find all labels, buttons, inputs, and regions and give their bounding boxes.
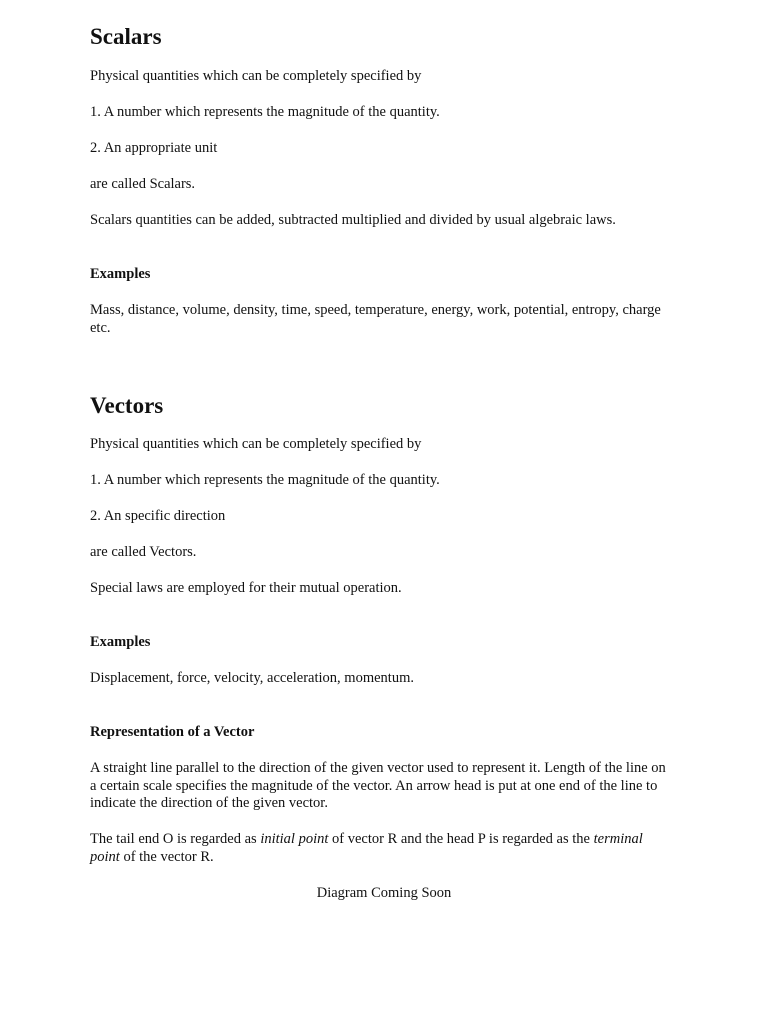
representation-paragraph-2 <box>90 831 675 866</box>
scalars-intro: Physical quantities which can be completely specified by <box>90 68 422 84</box>
terminal-point-term: terminal point <box>90 831 643 865</box>
initial-point-term: initial point <box>260 831 329 847</box>
vectors-examples: Displacement, force, velocity, acceleration, momentum. <box>90 670 414 686</box>
vectors-examples-heading: Examples <box>90 634 151 650</box>
vectors-item-2: 2. An specific direction <box>90 508 226 524</box>
para2-text-2: of vector R and the head P is regarded as the <box>328 831 594 847</box>
vectors-item-1: 1. A number which represents the magnitude of the quantity. <box>90 472 440 488</box>
scalars-item-2: 2. An appropriate unit <box>90 140 218 156</box>
scalars-laws: Scalars quantities can be added, subtracted multiplied and divided by usual algebraic laws. <box>90 212 616 228</box>
representation-heading: Representation of a Vector <box>90 724 255 740</box>
para2-text-3: of the vector R. <box>119 848 214 865</box>
vectors-heading: Vectors <box>90 393 164 418</box>
scalars-item-1: 1. A number which represents the magnitude of the quantity. <box>90 104 440 120</box>
vectors-intro: Physical quantities which can be completely specified by <box>90 436 422 452</box>
scalars-called: are called Scalars. <box>90 176 196 192</box>
representation-paragraph-1: A straight line parallel to the direction of the given vector used to represent it. Length of the line on a certain scale specifies the magnitude of the vector. An arrow head is put at one end of the line to indicate the direction of the given vector. <box>90 760 666 811</box>
para2-text-1: The tail end O is regarded as <box>90 831 261 847</box>
diagram-placeholder: Diagram Coming Soon <box>316 885 452 901</box>
scalars-examples: Mass, distance, volume, density, time, speed, temperature, energy, work, potential, entropy, charge etc. <box>90 302 661 336</box>
scalars-heading: Scalars <box>90 24 162 49</box>
vectors-laws: Special laws are employed for their mutual operation. <box>90 580 402 596</box>
vectors-called: are called Vectors. <box>90 544 197 560</box>
scalars-examples-heading: Examples <box>90 266 151 282</box>
